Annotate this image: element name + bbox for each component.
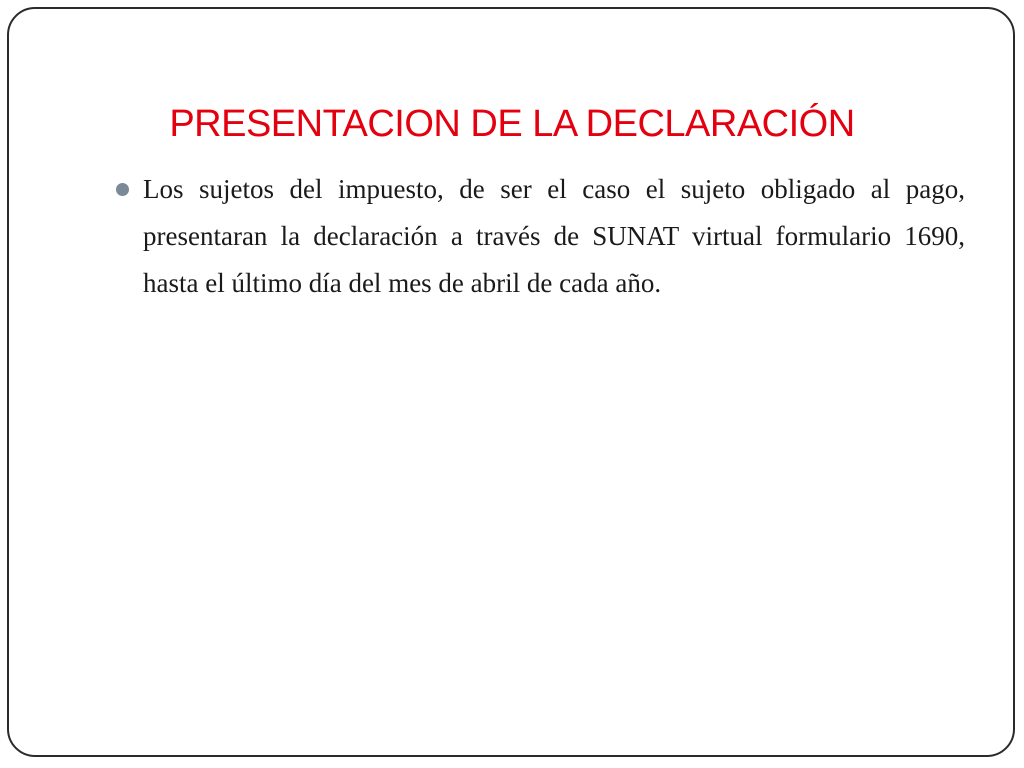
bullet-list bbox=[113, 166, 965, 307]
slide-title: PRESENTACION DE LA DECLARACIÓN bbox=[169, 103, 855, 145]
bullet-dot-icon bbox=[116, 183, 129, 196]
bullet-text: Los sujetos del impuesto, de ser el caso el sujeto obligado al pago, presentaran la declaración a través de SUNAT virtual formulario 1690, hasta el último día del mes de abril de cada año. bbox=[143, 174, 965, 298]
bullet-item bbox=[113, 166, 965, 307]
